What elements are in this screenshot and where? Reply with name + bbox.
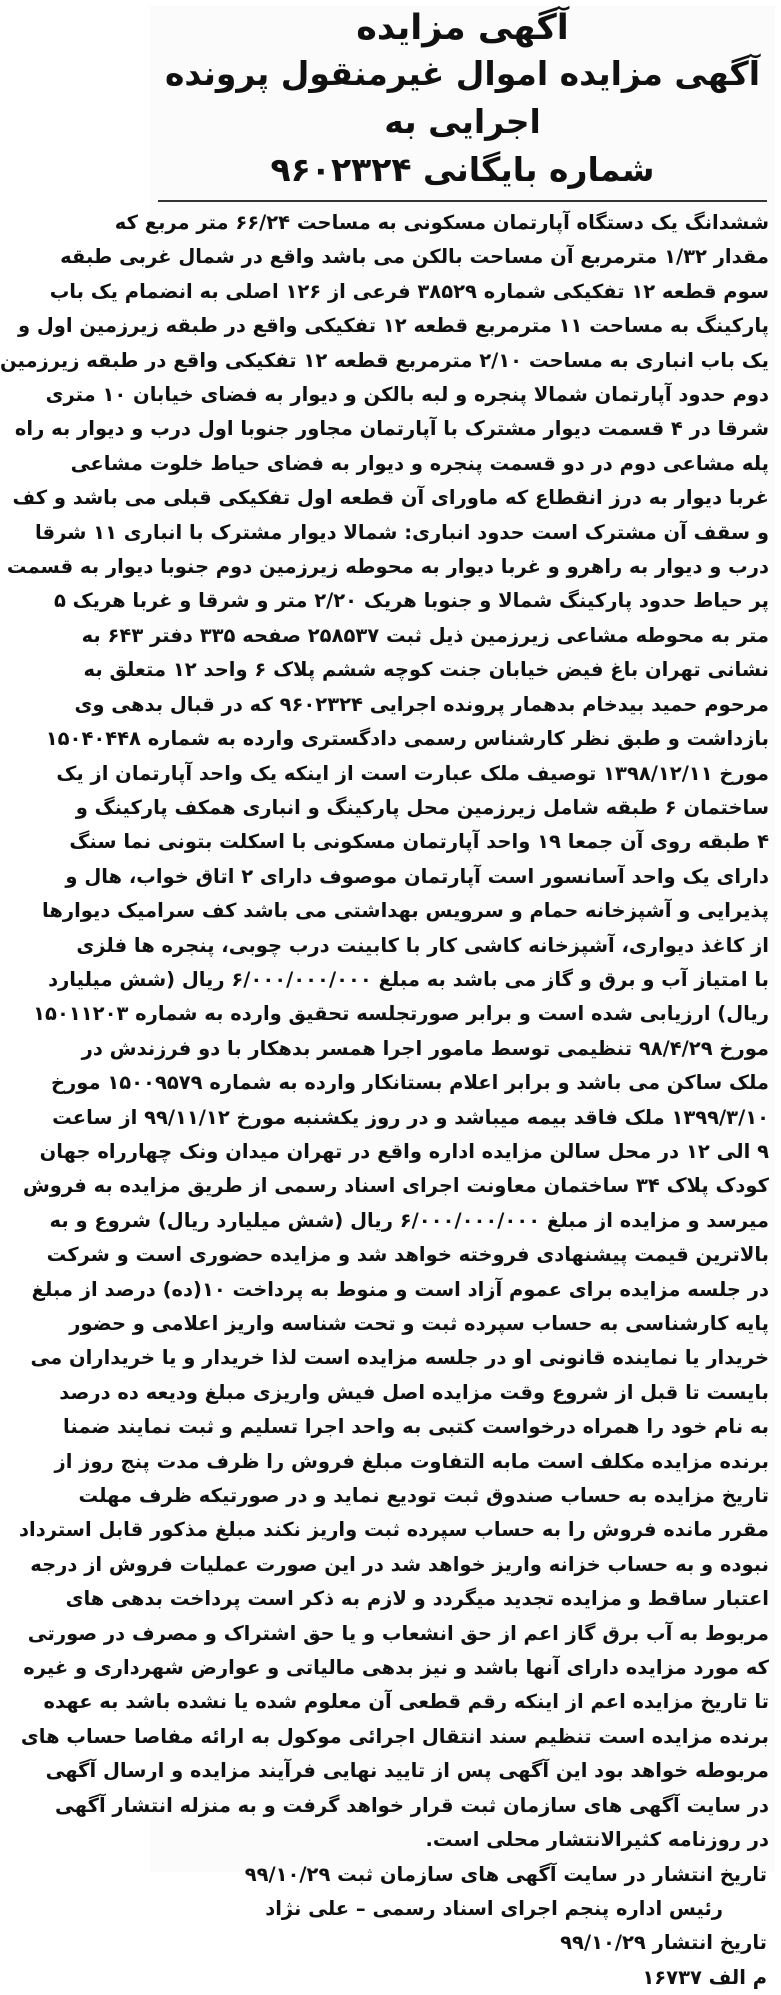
body-line: به نام خود را همراه درخواست کتبی به واحد اجرا تسلیم و ثبت نمایند ضمنا: [156, 1410, 769, 1444]
body-line: کودک پلاک ۳۴ ساختمان معاونت اجرای اسناد رسمی از طریق مزایده به فروش: [156, 1169, 769, 1203]
body-line: مورخ ۹۸/۴/۲۹ تنظیمی توسط مامور اجرا همسر بدهکار با دو فرزندش در: [156, 1032, 769, 1066]
body-line: که مورد مزایده دارای آنها باشد و نیز بدهی مالیاتی و عوارض شهرداری و غیره: [156, 1651, 769, 1685]
body-line: غربا دیوار به درز انقطاع که ماورای آن قطعه اول تفکیکی قبلی می باشد و کف: [156, 481, 769, 515]
body-line: یک باب انباری به مساحت ۲/۱۰ مترمربع قطعه ۱۲ تفکیکی واقع در طبقه زیرزمین: [156, 344, 769, 378]
body-line: مرحوم حمید بیدخام بدهمار پرونده اجرایی ۹۶۰۲۳۲۴ که در قبال بدهی وی: [156, 688, 769, 722]
body-line: بایست تا قبل از شروع وقت مزایده اصل فیش واریزی مبلغ ودیعه ده درصد: [156, 1376, 769, 1410]
publish-date: تاریخ انتشار ۹۹/۱۰/۲۹: [158, 1926, 767, 1960]
body-line: پر حیاط حدود پارکینگ شمالا و جنوبا هریک ۲/۲۰ متر و شرقا و غربا هریک ۵: [156, 584, 769, 618]
body-line: ششدانگ یک دستگاه آپارتمان مسکونی به مساحت ۶۶/۲۴ متر مربع که: [156, 206, 769, 240]
body-line: پذیرایی و آشپزخانه حمام و سرویس بهداشتی می باشد کف سرامیک دیوارها: [156, 894, 769, 928]
body-line: متر به محوطه مشاعی زیرزمین ذیل ثبت ۲۵۸۵۳۷ صفحه ۳۳۵ دفتر ۶۴۳ به: [156, 619, 769, 653]
body-line: ۱۳۹۹/۳/۱۰ ملک فاقد بیمه میباشد و در روز یکشنبه مورخ ۹۹/۱۱/۱۲ از ساعت: [156, 1101, 769, 1135]
body-line: از کاغذ دیواری، آشپزخانه کاشی کار با کابینت درب چوبی، پنجره ها فلزی: [156, 929, 769, 963]
body-line: مربوطه خواهد بود این آگهی پس از تایید نهایی فرآیند مزایده و ارسال آگهی: [156, 1754, 769, 1788]
body-line: درب و دیوار به راهرو و غربا دیوار به محوطه زیرزمین دوم جنوبا دیوار به قسمت: [156, 550, 769, 584]
body-line: ریال) ارزیابی شده است و برابر صورتجلسه تحقیق وارده به شماره ۱۵۰۱۱۲۰۳: [156, 997, 769, 1031]
body-line: و سقف آن مشترک است حدود انباری: شمالا دیوار مشترک با انباری ۱۱ شرقا: [156, 516, 769, 550]
body-line: مقرر مانده فروش را به حساب سپرده ثبت واریز نکند مبلغ مذکور قابل استرداد: [156, 1513, 769, 1547]
body-line: ساختمان ۶ طبقه شامل زیرزمین محل پارکینگ و انباری همکف پارکینگ و: [156, 791, 769, 825]
body-line: برنده مزایده مکلف است مابه التفاوت مبلغ فروش را ظرف مدت پنج روز از: [156, 1445, 769, 1479]
body-line: دوم حدود آپارتمان شمالا پنجره و لبه بالکن و دیوار به فضای خیابان ۱۰ متری: [156, 378, 769, 412]
body-line: برنده مزایده است تنظیم سند انتقال اجرائی موکول به ارائه مفاصا حساب های: [156, 1720, 769, 1754]
body-line: تاریخ مزایده به حساب صندوق ثبت تودیع نماید و در صورتیکه ظرف مهلت: [156, 1479, 769, 1513]
body-line: خریدار یا نماینده قانونی او در جلسه مزایده است لذا خریدار و یا خریداران می: [156, 1341, 769, 1375]
body-line: در روزنامه کثیرالانتشار محلی است.: [156, 1823, 769, 1857]
body-line: پله مشاعی دوم در دو قسمت پنجره و دیوار به فضای حیاط خلوت مشاعی: [156, 447, 769, 481]
body-line: نبوده و به حساب خزانه واریز خواهد شد در این صورت عملیات فروش از درجه: [156, 1548, 769, 1582]
notice-title: آگهی مزایده: [150, 6, 775, 50]
title-divider: [158, 200, 767, 202]
reference-code: م الف ۱۶۷۳۷: [158, 1961, 767, 1995]
body-line: ۹ الی ۱۲ در محل سالن مزایده اداره واقع در تهران میدان ونک چهارراه جهان: [156, 1135, 769, 1169]
notice-subtitle-line-1: آگهی مزایده اموال غیرمنقول پرونده اجرایی به: [150, 50, 775, 146]
body-line: میرسد و مزایده از مبلغ ۶/۰۰۰/۰۰۰/۰۰۰ ریال (شش میلیارد ریال) شروع و به: [156, 1204, 769, 1238]
body-line: در سایت آگهی های سازمان ثبت قرار خواهد گرفت و به منزله انتشار آگهی: [156, 1789, 769, 1823]
body-line: بالاترین قیمت پیشنهادی فروخته خواهد شد و مزایده حضوری است و شرکت: [156, 1238, 769, 1272]
notice-body: [150, 206, 775, 1858]
body-line: ۴ طبقه روی آن جمعا ۱۹ واحد آپارتمان مسکونی با اسکلت بتونی نما سنگ: [156, 825, 769, 859]
body-line: اعتبار ساقط و مزایده تجدید میگردد و لازم به ذکر است پرداخت بدهی های: [156, 1582, 769, 1616]
publish-site-date: تاریخ انتشار در سایت آگهی های سازمان ثبت ۹۹/۱۰/۲۹: [158, 1858, 767, 1892]
notice-subtitle-line-2: شماره بایگانی ۹۶۰۲۳۲۴: [150, 146, 775, 194]
body-line: مقدار ۱/۳۲ مترمربع آن مساحت بالکن می باشد واقع در شمال غربی طبقه: [156, 240, 769, 274]
body-line: مربوط به آب برق گاز اعم از حق انشعاب و یا حق اشتراک و مصرف در صورتی: [156, 1617, 769, 1651]
notice-footer: [150, 1858, 775, 1995]
body-line: پارکینگ به مساحت ۱۱ مترمربع قطعه ۱۲ تفکیکی واقع در طبقه زیرزمین اول و: [156, 309, 769, 343]
body-line: ملک ساکن می باشد و برابر اعلام بستانکار وارده به شماره ۱۵۰۰۹۵۷۹ مورخ: [156, 1066, 769, 1100]
body-line: نشانی تهران باغ فیض خیابان جنت کوچه ششم پلاک ۶ واحد ۱۲ متعلق به: [156, 653, 769, 687]
body-line: سوم قطعه ۱۲ تفکیکی شماره ۳۸۵۲۹ فرعی از ۱۲۶ اصلی به انضمام یک باب: [156, 275, 769, 309]
body-line: بازداشت و طبق نظر کارشناس رسمی دادگستری وارده به شماره ۱۵۰۴۰۴۴۸: [156, 722, 769, 756]
body-line: تا تاریخ مزایده اعم از اینکه رقم قطعی آن معلوم شده یا نشده باشد به عهده: [156, 1685, 769, 1719]
auction-notice: [150, 6, 775, 1872]
body-line: پایه کارشناسی به حساب سپرده ثبت و تحت شناسه واریز اعلامی و حضور: [156, 1307, 769, 1341]
body-line: شرقا در ۴ قسمت دیوار مشترک با آپارتمان مجاور جنوبا اول درب و دیوار به راه: [156, 412, 769, 446]
signature: رئیس اداره پنجم اجرای اسناد رسمی – علی نژاد: [158, 1892, 767, 1926]
body-line: در جلسه مزایده برای عموم آزاد است و منوط به پرداخت ۱۰(ده) درصد از مبلغ: [156, 1273, 769, 1307]
body-line: دارای یک واحد آسانسور است آپارتمان موصوف دارای ۲ اتاق خواب، هال و: [156, 860, 769, 894]
body-line: مورخ ۱۳۹۸/۱۲/۱۱ توصیف ملک عبارت است از اینکه یک واحد آپارتمان از یک: [156, 757, 769, 791]
body-line: با امتیاز آب و برق و گاز می باشد به مبلغ ۶/۰۰۰/۰۰۰/۰۰۰ ریال (شش میلیارد: [156, 963, 769, 997]
